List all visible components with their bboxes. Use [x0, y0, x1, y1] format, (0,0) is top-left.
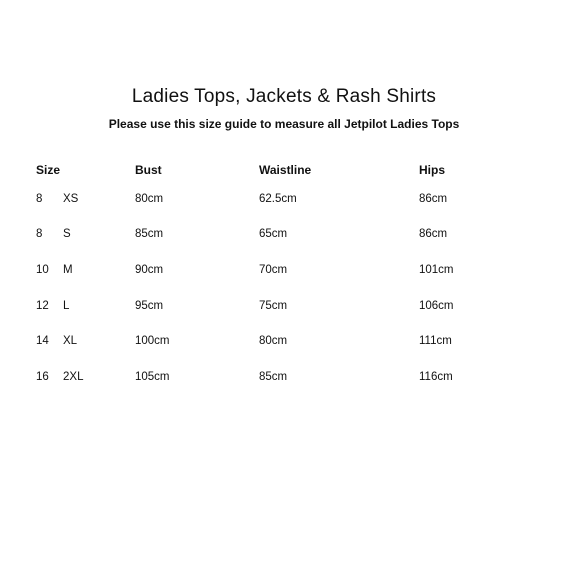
- header-bust: Bust: [135, 163, 162, 177]
- size-number: 16: [36, 370, 49, 383]
- table-row: [36, 359, 516, 395]
- size-cell: [36, 252, 135, 288]
- size-label: 2XL: [63, 370, 84, 383]
- table-header-row: [36, 159, 516, 181]
- size-number: 8: [36, 192, 43, 205]
- hips-cell: 86cm: [419, 192, 448, 205]
- table-row: [36, 181, 516, 217]
- size-number: 14: [36, 335, 49, 348]
- waist-cell: 65cm: [259, 228, 288, 241]
- size-cell: [36, 288, 135, 324]
- page-title: Ladies Tops, Jackets & Rash Shirts: [131, 86, 437, 107]
- header-waistline: Waistline: [259, 163, 312, 177]
- hips-cell: 86cm: [419, 228, 448, 241]
- waist-cell: 62.5cm: [259, 192, 297, 205]
- table-row: [36, 288, 516, 324]
- size-cell: [36, 181, 135, 217]
- size-cell: [36, 323, 135, 359]
- bust-cell: 105cm: [135, 370, 170, 383]
- header-hips: Hips: [419, 163, 446, 177]
- size-label: L: [63, 299, 70, 312]
- size-label: M: [63, 263, 73, 276]
- waist-cell: 85cm: [259, 370, 288, 383]
- size-label: XL: [63, 335, 78, 348]
- bust-cell: 85cm: [135, 228, 164, 241]
- bust-cell: 80cm: [135, 192, 164, 205]
- size-cell: [36, 359, 135, 395]
- size-number: 10: [36, 263, 49, 276]
- hips-cell: 101cm: [419, 263, 454, 276]
- waist-cell: 80cm: [259, 335, 288, 348]
- waist-cell: 70cm: [259, 263, 288, 276]
- table-row: [36, 323, 516, 359]
- table-row: [36, 217, 516, 253]
- bust-cell: 95cm: [135, 299, 164, 312]
- bust-cell: 100cm: [135, 335, 170, 348]
- hips-cell: 106cm: [419, 299, 454, 312]
- hips-cell: 116cm: [419, 370, 453, 383]
- waist-cell: 75cm: [259, 299, 288, 312]
- size-chart-table: [36, 159, 516, 395]
- table-row: [36, 252, 516, 288]
- header-size: Size: [36, 163, 61, 177]
- size-label: S: [63, 228, 71, 241]
- page-subtitle: Please use this size guide to measure all Jetpilot Ladies Tops: [108, 117, 460, 131]
- size-number: 12: [36, 299, 49, 312]
- size-number: 8: [36, 228, 43, 241]
- size-cell: [36, 217, 135, 253]
- bust-cell: 90cm: [135, 263, 164, 276]
- hips-cell: 111cm: [419, 335, 452, 348]
- size-label: XS: [63, 192, 79, 205]
